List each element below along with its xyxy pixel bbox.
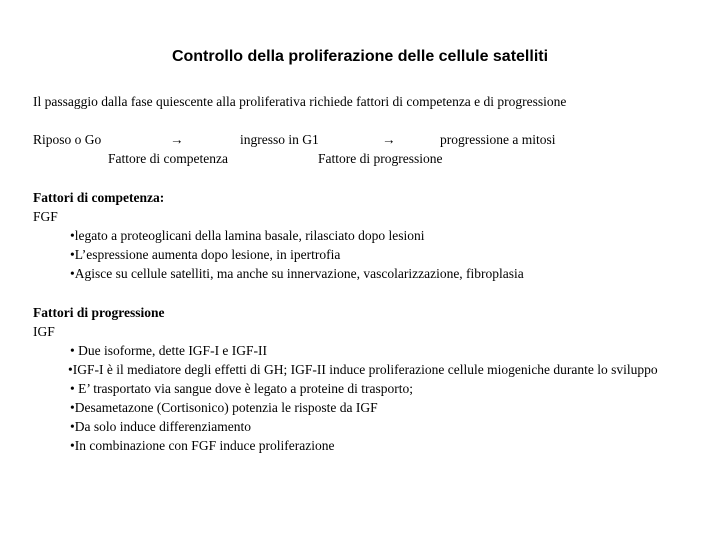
flow-step-g1: ingresso in G1 [240,132,319,147]
intro-text: Il passaggio dalla fase quiescente alla proliferativa richiede fattori di competenza e di progressione [33,94,567,109]
list-item: •In combinazione con FGF induce proliferazione [70,438,335,453]
list-item: •Desametazone (Cortisonico) potenzia le risposte da IGF [70,400,378,415]
progression-heading: Fattori di progressione [33,305,165,320]
list-item: • E’ trasportato via sangue dove è legato a proteine di trasporto; [70,381,413,396]
competence-bullet-list [70,226,524,283]
competence-factor-name: FGF [33,209,58,224]
list-item: •L’espressione aumenta dopo lesione, in ipertrofia [70,247,341,262]
flow-arrow-1: → [170,132,184,147]
flow-factor-competence: Fattore di competenza [108,151,228,166]
list-item: •legato a proteoglicani della lamina basale, rilasciato dopo lesioni [70,228,425,243]
flow-step-rest: Riposo o Go [33,132,102,147]
list-item: •IGF-I è il mediatore degli effetti di GH; IGF-II induce proliferazione cellule miogeniche durante lo sviluppo [68,362,658,377]
progression-bullet-list [70,341,678,455]
page-title: Controllo della proliferazione delle cellule satelliti [171,48,549,65]
flow-step-mitosis: progressione a mitosi [440,132,556,147]
flow-arrow-2: → [382,132,396,147]
competence-heading: Fattori di competenza: [33,190,165,205]
progression-factor-name: IGF [33,324,55,339]
list-item: •Agisce su cellule satelliti, ma anche su innervazione, vascolarizzazione, fibroplasia [70,266,524,281]
list-item: •Da solo induce differenziamento [70,419,252,434]
list-item: • Due isoforme, dette IGF-I e IGF-II [70,343,268,358]
flow-factor-progression: Fattore di progressione [318,151,443,166]
